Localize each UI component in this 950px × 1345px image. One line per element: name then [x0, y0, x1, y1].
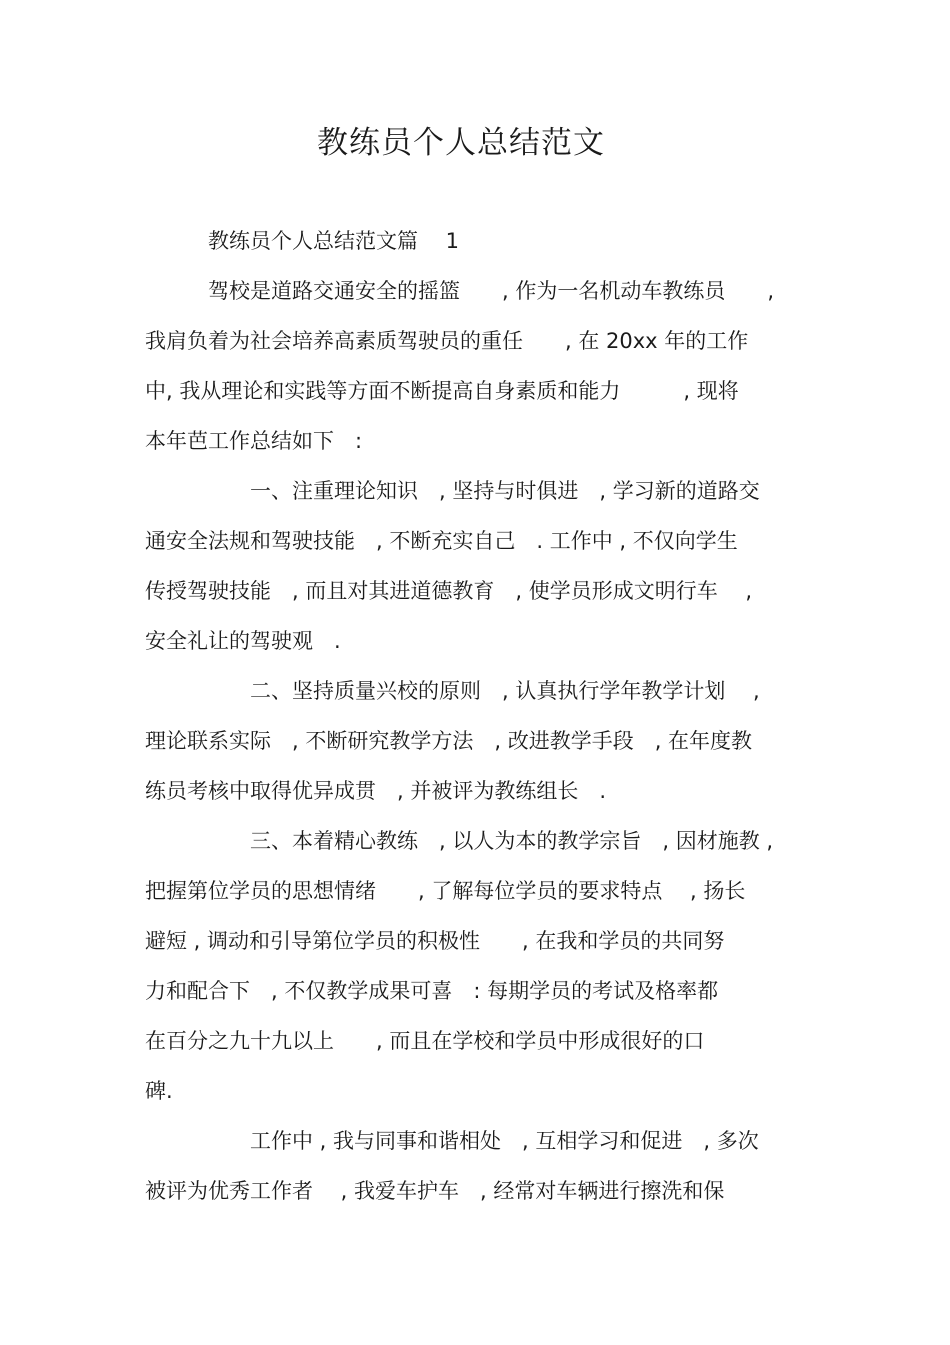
text-line: 理论联系实际 , 不断研究教学方法 , 改进教学手段 , 在年度教 — [145, 729, 753, 753]
text-line: 通安全法规和驾驶技能 , 不断充实自己 . 工作中 , 不仅向学生 — [145, 529, 738, 553]
text-line: 力和配合下 , 不仅教学成果可喜 : 每期学员的考试及格率都 — [145, 979, 719, 1003]
text-line: 驾校是道路交通安全的摇篮 , 作为一名机动车教练员 , — [145, 279, 775, 303]
text-line: 传授驾驶技能 , 而且对其进道德教育 , 使学员形成文明行车 , — [145, 579, 753, 603]
text-line: 安全礼让的驾驶观 . — [145, 629, 341, 653]
text-line: 在百分之九十九以上 , 而且在学校和学员中形成很好的口 — [145, 1029, 705, 1053]
text-line: 二、坚持质量兴校的原则 , 认真执行学年教学计划 , — [145, 679, 760, 703]
text-line: 三、本着精心教练 , 以人为本的教学宗旨 , 因材施教 , — [145, 829, 774, 853]
text-line: 练员考核中取得优异成贯 , 并被评为教练组长 . — [145, 779, 607, 803]
text-line: 把握第位学员的思想情绪 , 了解每位学员的要求特点 , 扬长 — [145, 879, 746, 903]
document-title: 教练员个人总结范文 — [317, 125, 605, 161]
text-line: 教练员个人总结范文篇 1 — [145, 229, 460, 253]
text-line: 避短 , 调动和引导第位学员的积极性 , 在我和学员的共同努 — [145, 929, 725, 953]
text-line: 碑. — [145, 1079, 173, 1103]
text-line: 一、注重理论知识 , 坚持与时俱进 , 学习新的道路交 — [145, 479, 760, 503]
text-line: 工作中 , 我与同事和谐相处 , 互相学习和促进 , 多次 — [145, 1129, 759, 1153]
text-line: 被评为优秀工作者 , 我爱车护车 , 经常对车辆进行擦洗和保 — [145, 1179, 725, 1203]
text-line: 我肩负着为社会培养高素质驾驶员的重任 , 在 20xx 年的工作 — [145, 329, 749, 353]
text-line: 中, 我从理论和实践等方面不断提高自身素质和能力 , 现将 — [145, 379, 739, 403]
text-line: 本年芭工作总结如下 : — [145, 429, 363, 453]
